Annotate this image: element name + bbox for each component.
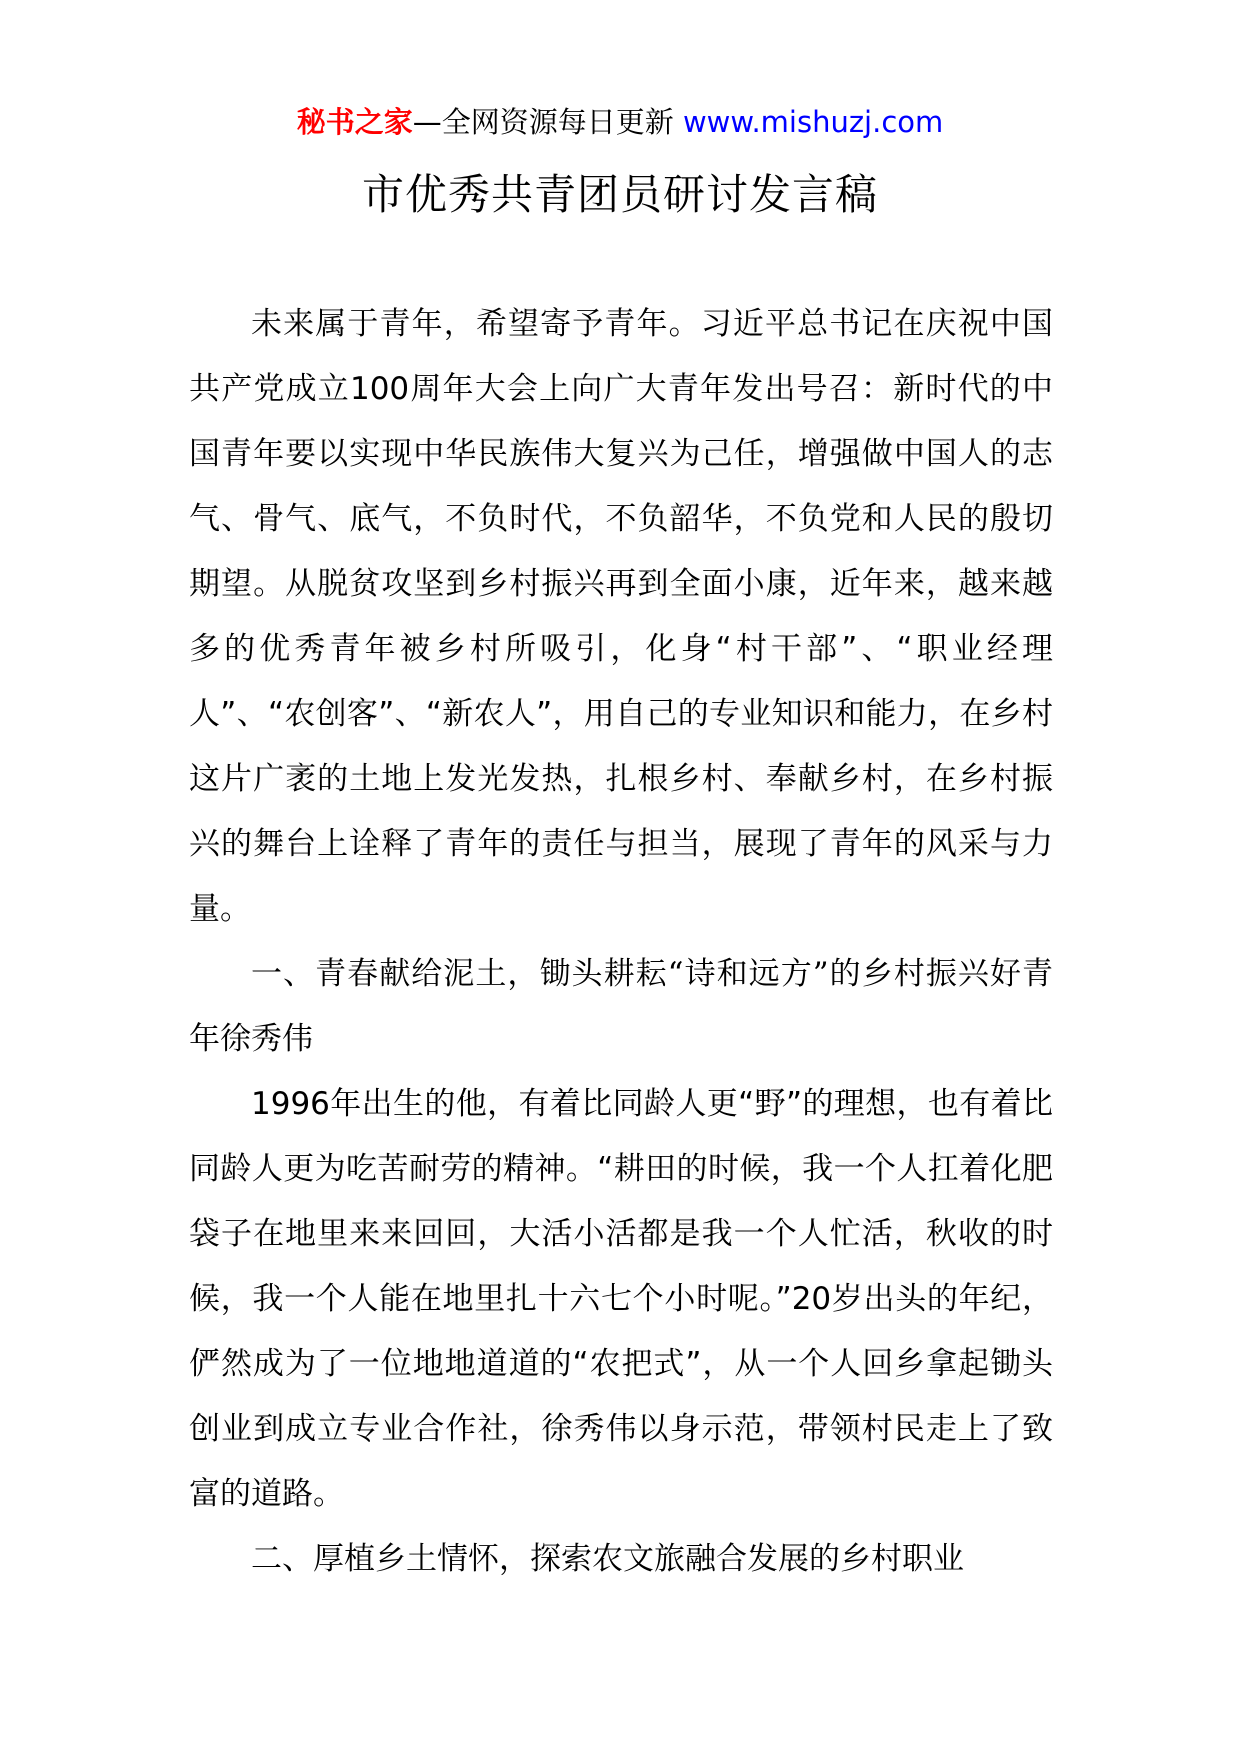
header-slogan: —全网资源每日更新 bbox=[412, 105, 683, 139]
website-link[interactable]: www.mishuzj.com bbox=[682, 105, 944, 139]
section-heading-1: 一、青春献给泥土，锄头耕耘“诗和远方”的乡村振兴好青年徐秀伟 bbox=[189, 956, 1053, 1057]
body-paragraph: 1996年出生的他，有着比同龄人更“野”的理想，也有着比同龄人更为吃苦耐劳的精神。“耕田的时候，我一个人扛着化肥袋子在地里来来回回，大活小活都是我一个人忙活，秋收的时候，我一个人能在地里扎十六七个小时呢。”20岁出头的年纪，俨然成为了一位地地道道的“农把式”，从一个人回乡拿起锄头创业到成立专业合作社，徐秀伟以身示范，带领村民走上了致富的道路。 bbox=[189, 1086, 1053, 1512]
body-paragraph: 未来属于青年，希望寄予青年。习近平总书记在庆祝中国共产党成立100周年大会上向广大青年发出号召：新时代的中国青年要以实现中华民族伟大复兴为己任，增强做中国人的志气、骨气、底气，不负时代，不负韶华，不负党和人民的殷切期望。从脱贫攻坚到乡村振兴再到全面小康，近年来，越来越多的优秀青年被乡村所吸引，化身“村干部”、“职业经理人”、“农创客”、“新农人”，用自己的专业知识和能力，在乡村这片广袤的土地上发光发热，扎根乡村、奉献乡村，在乡村振兴的舞台上诠释了青年的责任与担当，展现了青年的风采与力量。 bbox=[189, 306, 1053, 927]
document-title: 市优秀共青团员研讨发言稿 bbox=[361, 170, 878, 219]
document-body bbox=[189, 292, 1053, 1592]
watermark-header bbox=[0, 100, 1240, 144]
section-heading-2: 二、厚植乡土情怀，探索农文旅融合发展的乡村职业 bbox=[251, 1541, 964, 1577]
brand-name: 秘书之家 bbox=[296, 105, 413, 139]
